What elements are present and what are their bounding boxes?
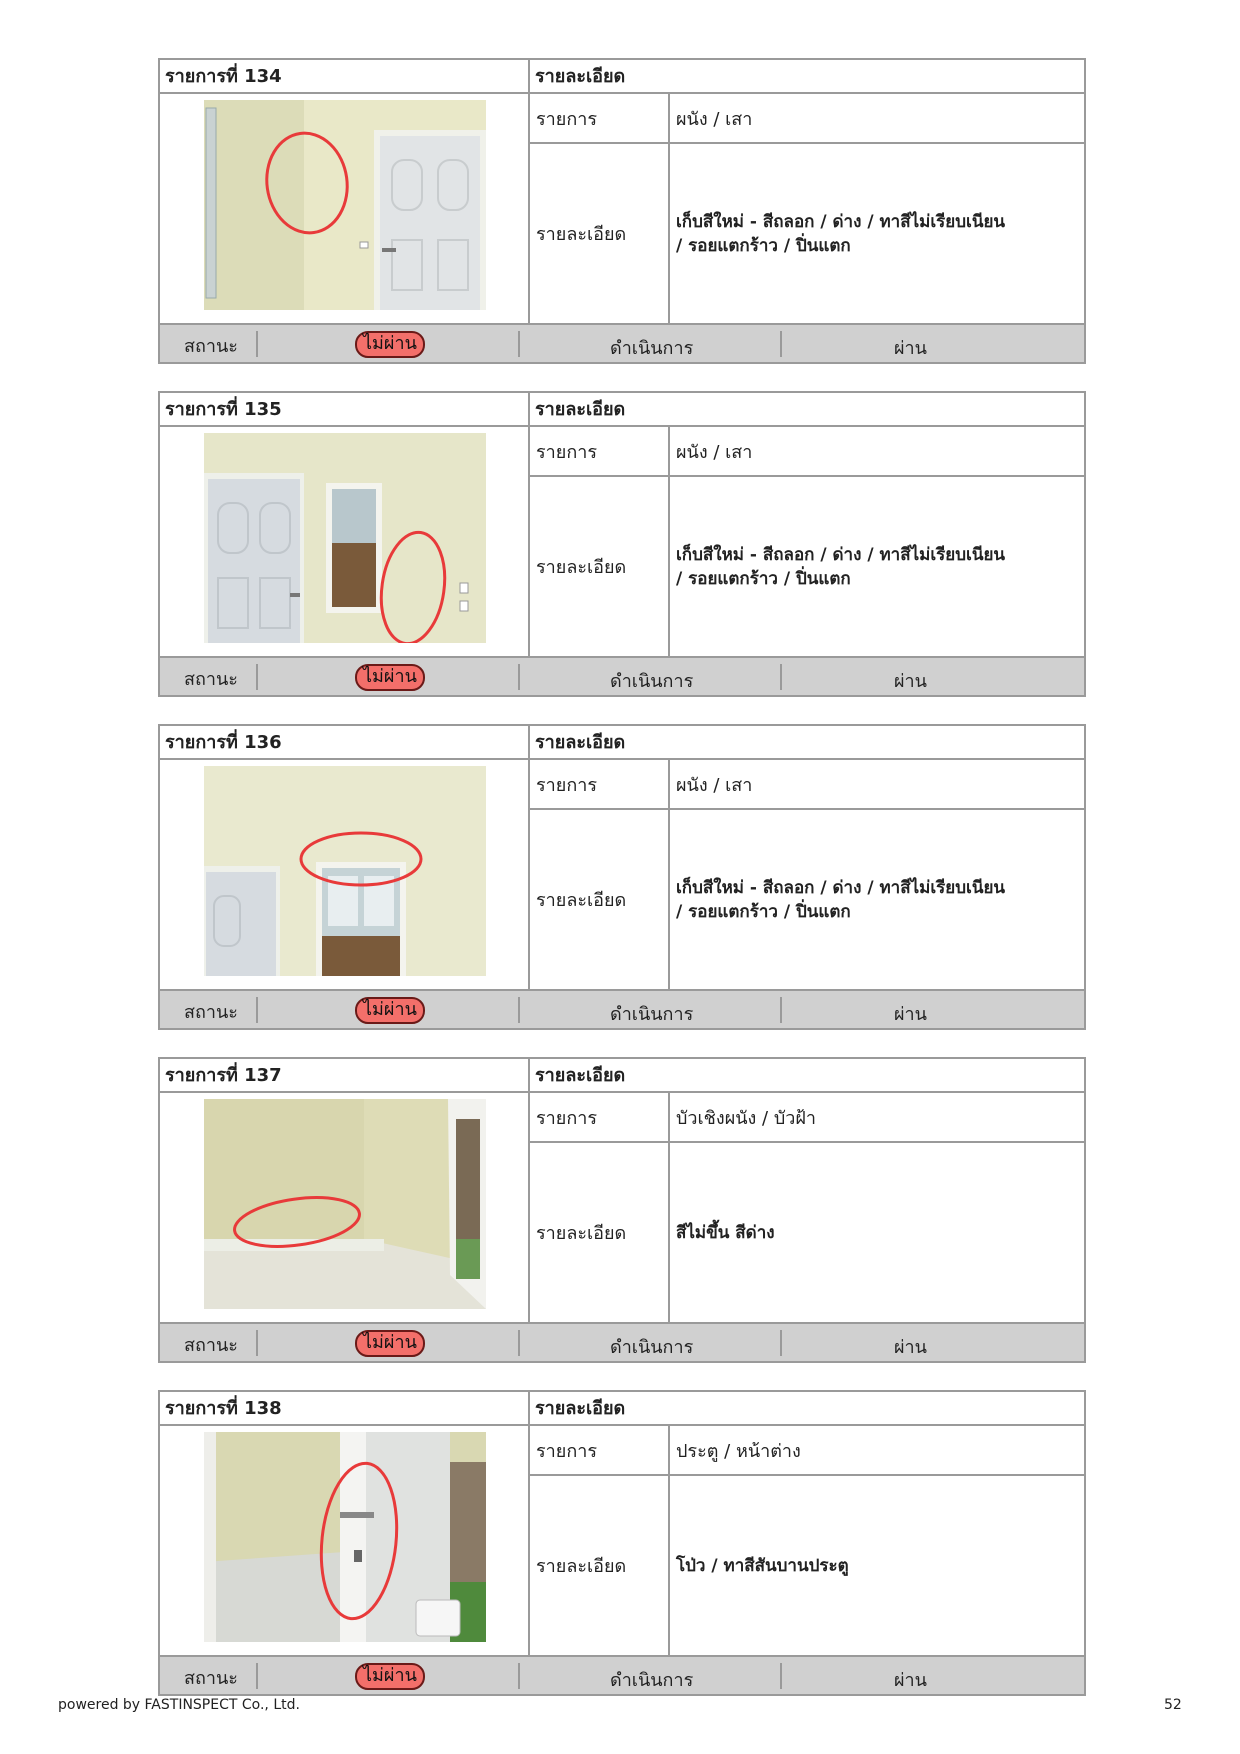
item-label: รายการ: [530, 94, 670, 144]
item-value: ผนัง / เสา: [670, 94, 1086, 144]
card-title: รายการที่ 137: [160, 1059, 530, 1093]
divider: [256, 331, 258, 357]
divider: [518, 331, 520, 357]
status-badge-fail: ไม่ผ่าน: [355, 997, 425, 1024]
page-number: 52: [1164, 1697, 1182, 1713]
divider: [780, 997, 782, 1023]
item-value: ผนัง / เสา: [670, 427, 1086, 477]
item-value: ประตู / หน้าต่าง: [670, 1426, 1086, 1476]
detail-label: รายละเอียด: [530, 477, 670, 656]
status-label: สถานะ: [184, 1002, 238, 1023]
divider: [780, 1330, 782, 1356]
detail-value: เก็บสีใหม่ - สีถลอก / ด่าง / ทาสีไม่เรียบเนียน / รอยแตกร้าว / ปิ่นแตก: [676, 211, 1006, 256]
inspection-card-138: [158, 1390, 1086, 1696]
detail-value: เก็บสีใหม่ - สีถลอก / ด่าง / ทาสีไม่เรียบเนียน / รอยแตกร้าว / ปิ่นแตก: [676, 877, 1006, 922]
item-label: รายการ: [530, 427, 670, 477]
detail-label: รายละเอียด: [530, 144, 670, 323]
defect-photo: [204, 1432, 486, 1642]
divider: [518, 1663, 520, 1689]
status-label: สถานะ: [184, 336, 238, 357]
pass-label: ผ่าน: [894, 338, 927, 359]
divider: [780, 664, 782, 690]
card-title: รายการที่ 136: [160, 726, 530, 760]
item-value: บัวเชิงผนัง / บัวฝ้า: [670, 1093, 1086, 1143]
card-title: รายการที่ 134: [160, 60, 530, 94]
status-bar: [160, 989, 1084, 1028]
detail-header: รายละเอียด: [530, 1059, 1086, 1093]
status-bar: [160, 1322, 1084, 1361]
status-label: สถานะ: [184, 1335, 238, 1356]
divider: [780, 1663, 782, 1689]
status-bar: [160, 1655, 1084, 1694]
card-title: รายการที่ 135: [160, 393, 530, 427]
detail-header: รายละเอียด: [530, 726, 1086, 760]
pass-label: ผ่าน: [894, 1004, 927, 1025]
status-label: สถานะ: [184, 1668, 238, 1689]
detail-header: รายละเอียด: [530, 1392, 1086, 1426]
photo-cell: [160, 760, 530, 989]
defect-photo: [204, 100, 486, 310]
pass-label: ผ่าน: [894, 1670, 927, 1691]
divider: [518, 997, 520, 1023]
defect-photo: [204, 1099, 486, 1309]
status-badge-fail: ไม่ผ่าน: [355, 664, 425, 691]
photo-cell: [160, 1426, 530, 1655]
divider: [518, 664, 520, 690]
status-badge-fail: ไม่ผ่าน: [355, 331, 425, 358]
divider: [256, 997, 258, 1023]
inspection-card-137: [158, 1057, 1086, 1363]
detail-value: สีไม่ขึ้น สีด่าง: [676, 1222, 775, 1243]
status-badge-fail: ไม่ผ่าน: [355, 1663, 425, 1690]
detail-header: รายละเอียด: [530, 60, 1086, 94]
detail-label: รายละเอียด: [530, 1476, 670, 1655]
status-bar: [160, 656, 1084, 695]
defect-photo: [204, 766, 486, 976]
pass-label: ผ่าน: [894, 671, 927, 692]
detail-header: รายละเอียด: [530, 393, 1086, 427]
detail-value: เก็บสีใหม่ - สีถลอก / ด่าง / ทาสีไม่เรียบเนียน / รอยแตกร้าว / ปิ่นแตก: [676, 544, 1006, 589]
defect-photo: [204, 433, 486, 643]
item-label: รายการ: [530, 1093, 670, 1143]
detail-label: รายละเอียด: [530, 1143, 670, 1322]
inspection-card-136: [158, 724, 1086, 1030]
action-label: ดำเนินการ: [610, 1004, 694, 1025]
photo-cell: [160, 1093, 530, 1322]
action-label: ดำเนินการ: [610, 338, 694, 359]
detail-value: โป่ว / ทาสีสันบานประตู: [676, 1555, 849, 1576]
pass-label: ผ่าน: [894, 1337, 927, 1358]
divider: [256, 664, 258, 690]
card-title: รายการที่ 138: [160, 1392, 530, 1426]
status-badge-fail: ไม่ผ่าน: [355, 1330, 425, 1357]
photo-cell: [160, 94, 530, 323]
divider: [518, 1330, 520, 1356]
divider: [256, 1330, 258, 1356]
status-label: สถานะ: [184, 669, 238, 690]
detail-label: รายละเอียด: [530, 810, 670, 989]
item-label: รายการ: [530, 760, 670, 810]
item-label: รายการ: [530, 1426, 670, 1476]
inspection-card-135: [158, 391, 1086, 697]
item-value: ผนัง / เสา: [670, 760, 1086, 810]
divider: [780, 331, 782, 357]
inspection-card-134: [158, 58, 1086, 364]
action-label: ดำเนินการ: [610, 1337, 694, 1358]
action-label: ดำเนินการ: [610, 1670, 694, 1691]
footer-powered-by: powered by FASTINSPECT Co., Ltd.: [58, 1697, 300, 1713]
photo-cell: [160, 427, 530, 656]
status-bar: [160, 323, 1084, 362]
action-label: ดำเนินการ: [610, 671, 694, 692]
divider: [256, 1663, 258, 1689]
